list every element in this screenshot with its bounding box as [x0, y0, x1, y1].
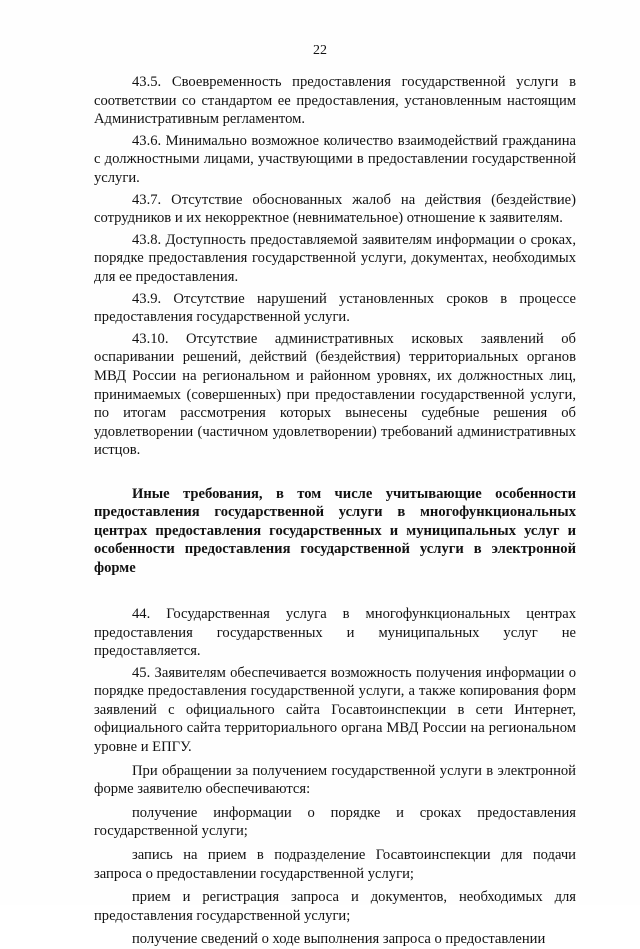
paragraph-electronic-intro: При обращении за получением государственной услуги в электронной форме заявителю обеспечиваются:: [94, 762, 576, 798]
paragraph-43-7: 43.7. Отсутствие обоснованных жалоб на действия (бездействие) сотрудников и их некорректное (невнимательное) отношение к заявителям.: [94, 191, 576, 227]
paragraph-43-10: 43.10. Отсутствие административных исковых заявлений об оспаривании решений, действий (бездействия) территориальных органов МВД России на региональном и районном уровнях, их должностных лиц, принимаемых (совершенных) при предоставлении государственной услуги, по итогам рассмотрения которых вынесены судебные решения об удовлетворении (частичном удовлетворении) требований административных истцов.: [94, 330, 576, 459]
list-item-info: получение информации о порядке и сроках предоставления государственной услуги;: [94, 804, 576, 840]
paragraph-43-8: 43.8. Доступность предоставляемой заявителям информации о сроках, порядке предоставления государственной услуги, документах, необходимых для ее предоставления.: [94, 231, 576, 285]
paragraph-44: 44. Государственная услуга в многофункциональных центрах предоставления государственных и муниципальных услуг не предоставляется.: [94, 605, 576, 660]
paragraph-45: 45. Заявителям обеспечивается возможность получения информации о порядке предоставления государственной услуги, а также копирования форм заявлений с официального сайта Госавтоинспекции в сети Интернет, официального сайта территориального органа МВД России на региональном уровне и ЕПГУ.: [94, 664, 576, 756]
page-number: 22: [313, 43, 327, 58]
paragraph-43-9: 43.9. Отсутствие нарушений установленных сроков в процессе предоставления государственной услуги.: [94, 290, 576, 326]
list-item-appointment: запись на прием в подразделение Госавтоинспекции для подачи запроса о предоставлении государственной услуги;: [94, 847, 576, 882]
list-item-registration: прием и регистрация запроса и документов, необходимых для предоставления государственной услуги;: [94, 889, 576, 924]
section-heading: Иные требования, в том числе учитывающие особенности предоставления государственной услуги в многофункциональных центрах предоставления государственных и муниципальных услуг и особенности предоставления государственной услуги в электронной форме: [94, 485, 576, 576]
paragraph-43-5: 43.5. Своевременность предоставления государственной услуги в соответствии со стандартом ее предоставления, установленным настоящим Административным регламентом.: [94, 74, 576, 128]
paragraph-43-6: 43.6. Минимально возможное количество взаимодействий гражданина с должностными лицами, участвующими в предоставлении государственной услуги.: [94, 132, 576, 186]
list-item-status: получение сведений о ходе выполнения запроса о предоставлении: [132, 931, 546, 948]
document-body: [94, 73, 576, 949]
